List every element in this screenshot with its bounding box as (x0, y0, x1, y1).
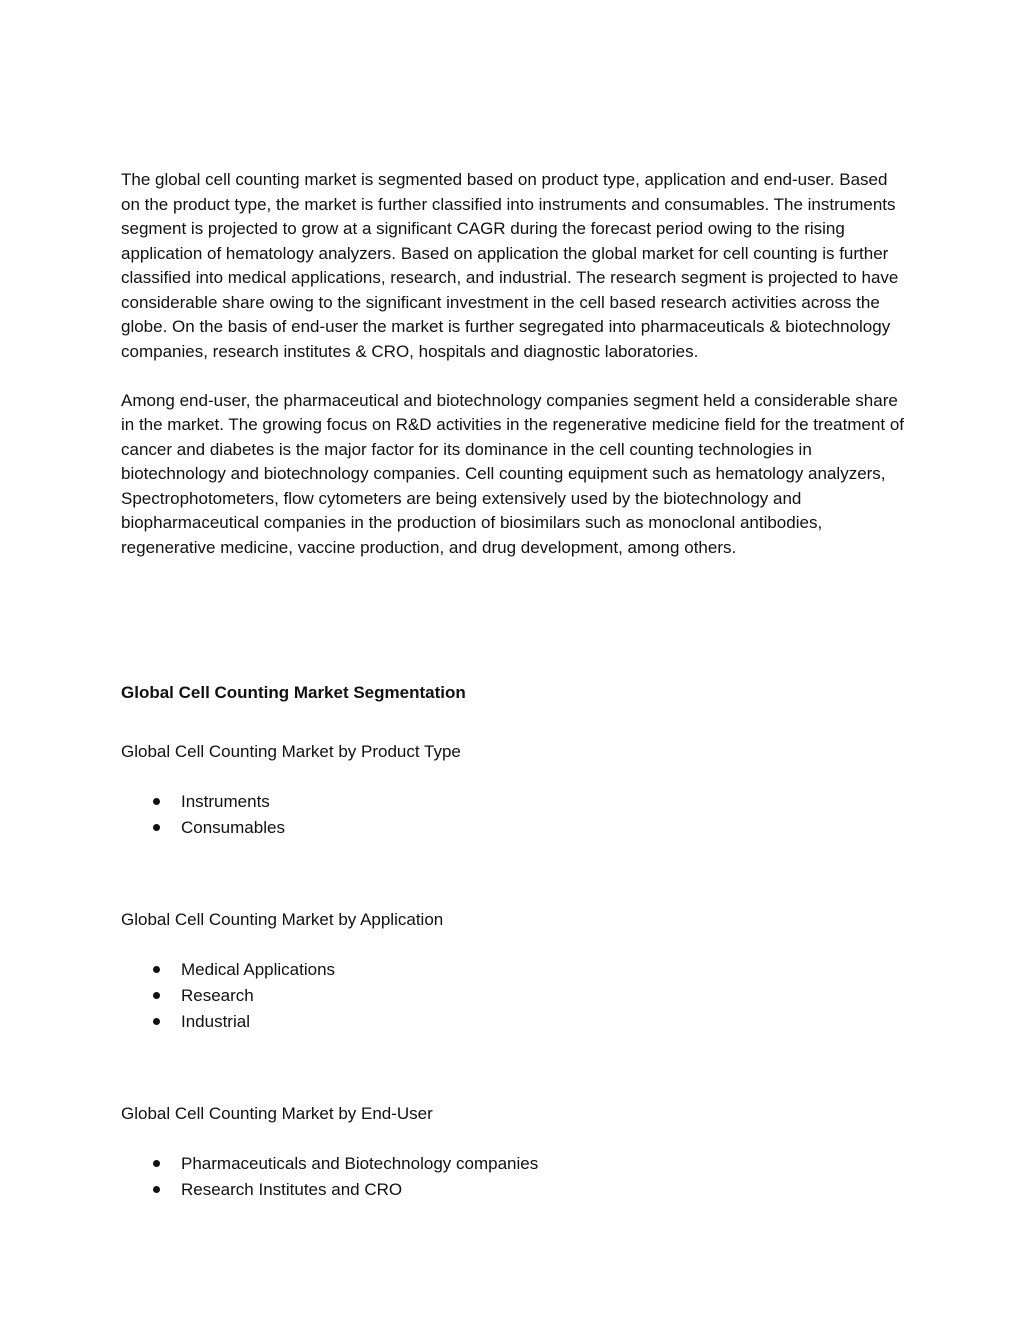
intro-paragraph-2: Among end-user, the pharmaceutical and biotechnology companies segment held a considerable share in the market. The growing focus on R&D activities in the regenerative medicine field for the treatment of cancer and diabetes is the major factor for its dominance in the cell counting technologies in biotechnology and biotechnology companies. Cell counting equipment such as hematology analyzers, Spectrophotometers, flow cytometers are being extensively used by the biotechnology and biopharmaceutical companies in the production of biosimilars such as monoclonal antibodies, regenerative medicine, vaccine production, and drug development, among others. (121, 390, 905, 557)
list-item (121, 1177, 538, 1203)
bullet-icon (153, 992, 160, 999)
segmentation-heading: Global Cell Counting Market Segmentation (121, 683, 466, 702)
list-item (121, 983, 335, 1009)
list-item-label: Industrial (181, 1011, 250, 1031)
product-type-list (121, 789, 285, 841)
product-type-subheading: Global Cell Counting Market by Product Type (121, 742, 461, 761)
list-item (121, 815, 285, 841)
intro-section (121, 168, 911, 560)
bullet-icon (153, 1186, 160, 1193)
list-item (121, 1009, 335, 1035)
end-user-subheading: Global Cell Counting Market by End-User (121, 1104, 433, 1123)
application-subheading: Global Cell Counting Market by Application (121, 910, 444, 929)
intro-paragraph-1: The global cell counting market is segmented based on product type, application and end-user. Based on the product type, the market is further classified into instruments and consumables. The instruments segment is projected to grow at a significant CAGR during the forecast period owing to the rising application of hematology analyzers. Based on application the global market for cell counting is further classified into medical applications, research, and industrial. The research segment is projected to have considerable share owing to the significant investment in the cell based research activities across the globe. On the basis of end-user the market is further segregated into pharmaceuticals & biotechnology companies, research institutes & CRO, hospitals and diagnostic laboratories. (121, 170, 899, 361)
bullet-icon (153, 1018, 160, 1025)
list-item (121, 1151, 538, 1177)
list-item-label: Medical Applications (181, 960, 336, 979)
list-item-label: Consumables (181, 817, 285, 837)
list-item (121, 957, 335, 983)
list-item-label: Pharmaceuticals and Biotechnology companies (181, 1154, 539, 1173)
list-item-label: Research (181, 985, 254, 1005)
list-item (121, 789, 285, 815)
bullet-icon (153, 1160, 160, 1167)
end-user-list (121, 1151, 538, 1203)
bullet-icon (153, 824, 160, 831)
bullet-icon (153, 798, 160, 805)
bullet-icon (153, 966, 160, 973)
list-item-label: Instruments (181, 792, 270, 811)
application-list (121, 957, 335, 1034)
list-item-label: Research Institutes and CRO (181, 1179, 403, 1199)
